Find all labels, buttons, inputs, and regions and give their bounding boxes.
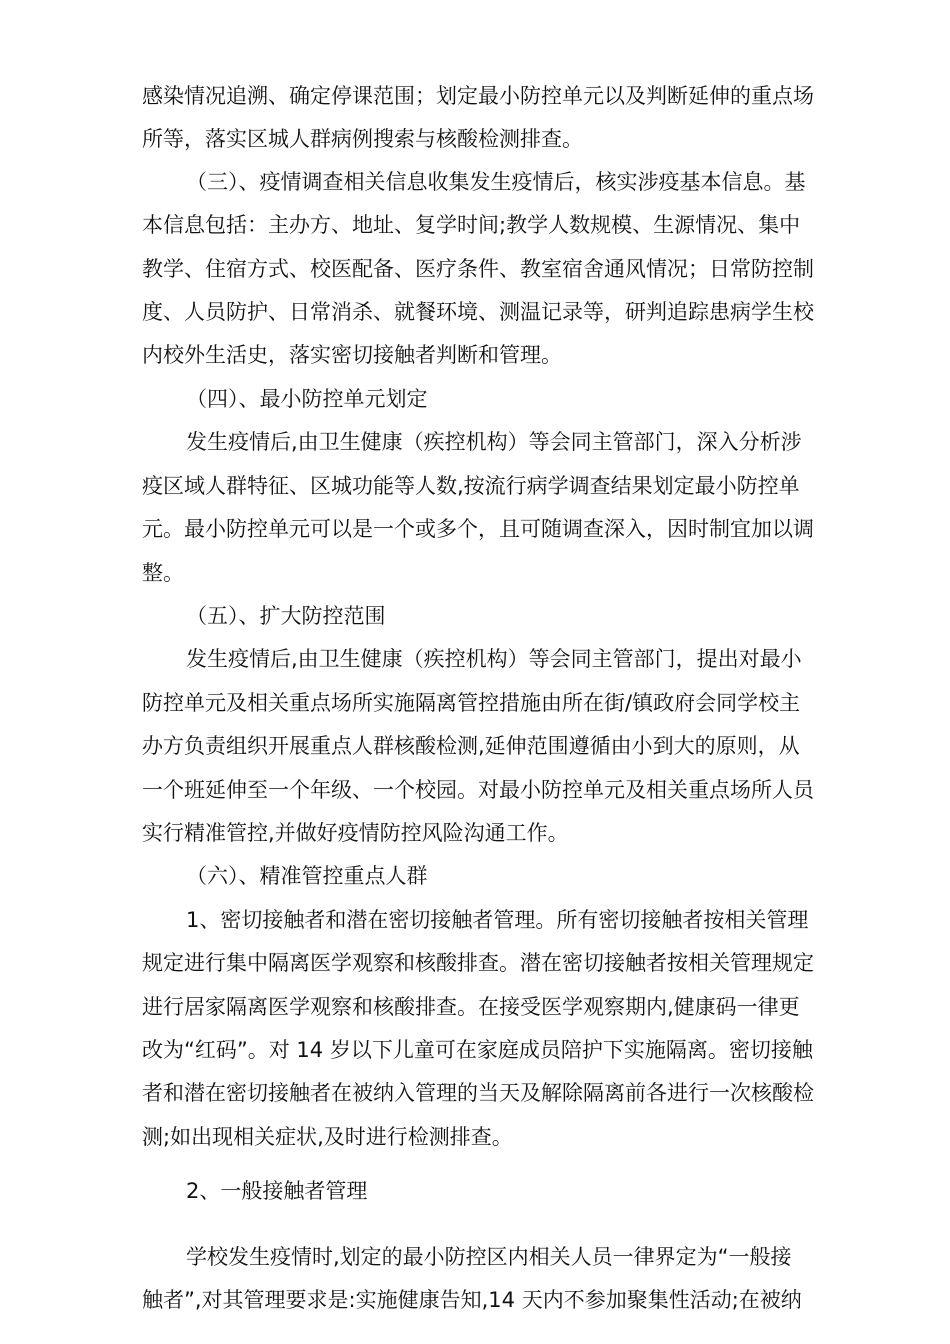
section-heading: （六）、精准管控重点人群 [186,864,428,888]
text-line: 改为“红码”。对 14 岁以下儿童可在家庭成员陪护下实施隔离。密切接触 [142,1038,813,1062]
text-line: 规定进行集中隔离医学观察和核酸排查。潜在密切接触者按相关管理规定 [142,951,814,975]
section-heading: （五）、扩大防控范围 [186,604,386,628]
text-line: 本信息包括：主办方、地址、复学时间;教学人数规模、生源情况、集中 [142,213,801,237]
text-line: （三）、疫情调查相关信息收集发生疫情后，核实涉疫基本信息。基 [186,170,806,194]
section-heading: 2、一般接触者管理 [186,1179,368,1203]
text-line: 防控单元及相关重点场所实施隔离管控措施由所在街/镇政府会同学校主 [142,691,801,715]
text-line: 疫区域人群特征、区城功能等人数,按流行病学调查结果划定最小防控单 [142,474,800,498]
text-line: 所等，落实区城人群病例搜索与核酸检测排查。 [142,127,583,151]
text-line: 整。 [142,561,184,585]
text-line: 者和潜在密切接触者在被纳入管理的当天及解除隔离前各进行一次核酸检 [142,1081,814,1105]
text-line: 元。最小防控单元可以是一个或多个，且可随调查深入，因时制宜加以调 [142,517,814,541]
text-line: 发生疫情后,由卫生健康（疾控机构）等会同主管部门，提出对最小 [186,647,802,671]
text-line: 实行精准管控,并做好疫情防控风险沟通工作。 [142,821,569,845]
text-line: 学校发生疫情时,划定的最小防控区内相关人员一律界定为“一般接 [186,1245,792,1269]
text-line: 感染情况追溯、确定停课范围；划定最小防控单元以及判断延伸的重点场 [142,84,814,108]
text-line: 度、人员防护、日常消杀、就餐环境、测温记录等，研判追踪患病学生校 [142,300,814,324]
text-line: 发生疫情后,由卫生健康（疾控机构）等会同主管部门，深入分析涉 [186,430,802,454]
section-heading: （四）、最小防控单元划定 [186,387,428,411]
text-line: 办方负责组织开展重点人群核酸检测,延伸范围遵循由小到大的原则，从 [142,734,800,758]
text-line: 1、密切接触者和潜在密切接触者管理。所有密切接触者按相关管理 [186,908,809,932]
text-line: 一个班延伸至一个年级、一个校园。对最小防控单元及相关重点场所人员 [142,778,814,802]
text-line: 测;如出现相关症状,及时进行检测排查。 [142,1125,513,1149]
text-line: 触者”,对其管理要求是:实施健康告知,14 天内不参加聚集性活动;在被纳 [142,1288,802,1312]
text-line: 教学、住宿方式、校医配备、医疗条件、教室宿舍通风情况；日常防控制 [142,257,814,281]
text-line: 进行居家隔离医学观察和核酸排查。在接受医学观察期内,健康码一律更 [142,995,800,1019]
text-line: 内校外生活史，落实密切接触者判断和管理。 [142,343,562,367]
